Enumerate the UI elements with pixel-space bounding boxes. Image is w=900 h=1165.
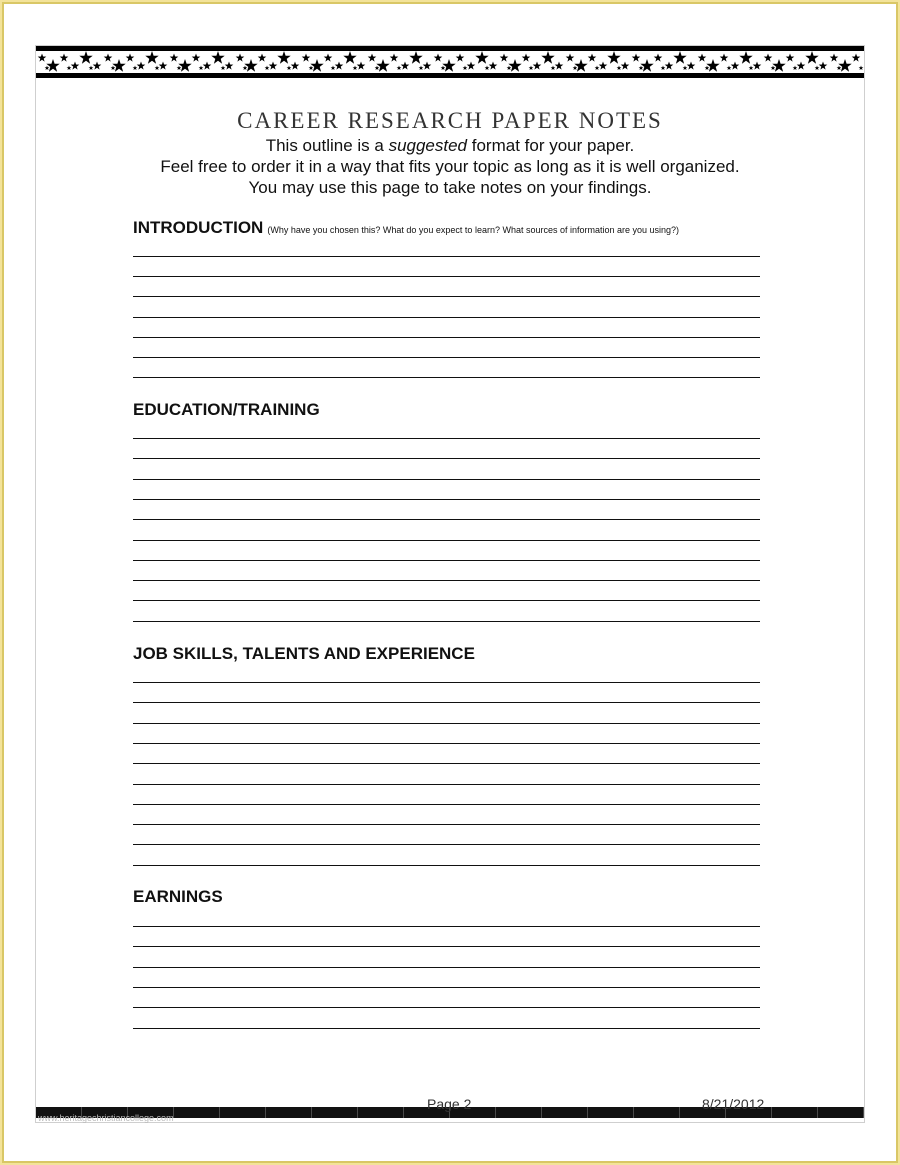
writing-line <box>133 337 760 338</box>
star-icon <box>133 66 138 71</box>
star-icon <box>258 54 267 62</box>
star-icon <box>60 54 69 62</box>
star-icon <box>287 66 292 71</box>
star-icon <box>805 51 818 64</box>
intro-line-1-post: format for your paper. <box>467 136 635 155</box>
star-icon <box>859 66 864 71</box>
star-icon <box>485 66 490 71</box>
star-icon <box>607 51 620 64</box>
intro-line-3: You may use this page to take notes on your findings. <box>248 178 652 197</box>
footer-url: www.heritagechristiancollege.com <box>38 1113 174 1123</box>
star-icon <box>683 66 688 71</box>
writing-line <box>133 967 760 968</box>
star-icon <box>467 62 476 70</box>
star-icon <box>566 54 575 62</box>
writing-line <box>133 357 760 358</box>
writing-line <box>133 458 760 459</box>
star-icon <box>837 66 842 71</box>
star-icon <box>45 66 50 71</box>
star-icon <box>555 62 564 70</box>
writing-line <box>133 865 760 866</box>
footer-cell <box>358 1107 404 1118</box>
star-icon <box>309 66 314 71</box>
star-icon <box>111 66 116 71</box>
writing-line <box>133 946 760 947</box>
writing-line <box>133 844 760 845</box>
star-icon <box>727 66 732 71</box>
footer-cell <box>496 1107 542 1118</box>
footer-cell <box>266 1107 312 1118</box>
footer-cell <box>818 1107 864 1118</box>
writing-line <box>133 763 760 764</box>
writing-line <box>133 438 760 439</box>
writing-line <box>133 702 760 703</box>
writing-line <box>133 499 760 500</box>
star-icon <box>698 54 707 62</box>
intro-line-1-pre: This outline is a <box>265 136 389 155</box>
star-icon <box>830 54 839 62</box>
star-icon <box>401 62 410 70</box>
star-icon <box>673 51 686 64</box>
writing-line <box>133 804 760 805</box>
star-icon <box>104 54 113 62</box>
star-icon <box>137 62 146 70</box>
star-icon <box>423 62 432 70</box>
section-heading-earnings: EARNINGS <box>133 887 223 906</box>
star-icon <box>236 54 245 62</box>
section-heading-label: INTRODUCTION <box>133 218 264 237</box>
section-heading-education: EDUCATION/TRAINING <box>133 400 320 419</box>
star-icon <box>324 54 333 62</box>
star-icon <box>145 51 158 64</box>
star-icon <box>617 66 622 71</box>
star-icon <box>38 54 47 62</box>
star-icon <box>507 66 512 71</box>
star-border-decoration <box>36 46 864 78</box>
star-icon <box>753 62 762 70</box>
writing-line <box>133 682 760 683</box>
footer-cell <box>772 1107 818 1118</box>
writing-line <box>133 784 760 785</box>
star-icon <box>764 54 773 62</box>
footer-date: 8/21/2012 <box>702 1096 765 1112</box>
footer-cell <box>634 1107 680 1118</box>
star-icon <box>793 66 798 71</box>
writing-line <box>133 600 760 601</box>
footer-cell <box>174 1107 220 1118</box>
star-icon <box>368 54 377 62</box>
star-icon <box>269 62 278 70</box>
star-icon <box>343 51 356 64</box>
star-icon <box>155 66 160 71</box>
intro-line-1 <box>0 136 900 156</box>
star-icon <box>397 66 402 71</box>
star-icon <box>661 66 666 71</box>
writing-line <box>133 1028 760 1029</box>
star-icon <box>541 51 554 64</box>
star-icon <box>573 66 578 71</box>
writing-line <box>133 377 760 378</box>
writing-line <box>133 824 760 825</box>
footer-page-number: Page 2 <box>427 1096 472 1112</box>
writing-line <box>133 1007 760 1008</box>
star-icon <box>522 54 531 62</box>
star-icon <box>357 62 366 70</box>
star-icon <box>456 54 465 62</box>
star-icon <box>786 54 795 62</box>
star-icon <box>67 66 72 71</box>
star-icon <box>687 62 696 70</box>
star-icon <box>819 62 828 70</box>
star-icon <box>71 62 80 70</box>
footer-cell <box>588 1107 634 1118</box>
writing-line <box>133 519 760 520</box>
star-icon <box>265 66 270 71</box>
section-heading-job-skills: JOB SKILLS, TALENTS AND EXPERIENCE <box>133 644 475 663</box>
star-icon <box>409 51 422 64</box>
star-icon <box>632 54 641 62</box>
star-icon <box>475 51 488 64</box>
section-note: (Why have you chosen this? What do you expect to learn? What sources of information are you using?) <box>267 225 680 235</box>
star-icon <box>639 66 644 71</box>
star-icon <box>353 66 358 71</box>
writing-line <box>133 560 760 561</box>
star-icon <box>192 54 201 62</box>
star-icon <box>225 62 234 70</box>
star-icon <box>595 66 600 71</box>
star-icon <box>89 66 94 71</box>
star-icon <box>177 66 182 71</box>
star-icon <box>588 54 597 62</box>
star-icon <box>599 62 608 70</box>
star-icon <box>771 66 776 71</box>
intro-line-1-emphasis: suggested <box>388 136 468 155</box>
star-icon <box>331 66 336 71</box>
writing-line <box>133 479 760 480</box>
star-icon <box>463 66 468 71</box>
writing-line <box>133 540 760 541</box>
star-icon <box>335 62 344 70</box>
star-icon <box>159 62 168 70</box>
star-icon <box>441 66 446 71</box>
star-icon <box>815 66 820 71</box>
footer-cell <box>312 1107 358 1118</box>
writing-line <box>133 256 760 257</box>
star-icon <box>731 62 740 70</box>
star-icon <box>852 54 861 62</box>
footer-cell <box>542 1107 588 1118</box>
star-icon <box>720 54 729 62</box>
star-icon <box>489 62 498 70</box>
writing-line <box>133 580 760 581</box>
footer-cell <box>220 1107 266 1118</box>
star-icon <box>126 54 135 62</box>
star-icon <box>93 62 102 70</box>
star-icon <box>291 62 300 70</box>
star-icon <box>203 62 212 70</box>
star-icon <box>211 51 224 64</box>
star-icon <box>170 54 179 62</box>
star-icon <box>419 66 424 71</box>
star-icon <box>621 62 630 70</box>
star-icon <box>199 66 204 71</box>
writing-line <box>133 723 760 724</box>
writing-line <box>133 276 760 277</box>
star-icon <box>749 66 754 71</box>
document-page <box>35 45 865 1123</box>
star-icon <box>665 62 674 70</box>
writing-line <box>133 296 760 297</box>
star-icon <box>277 51 290 64</box>
writing-line <box>133 317 760 318</box>
star-icon <box>705 66 710 71</box>
star-icon <box>797 62 806 70</box>
star-icon <box>739 51 752 64</box>
star-icon <box>500 54 509 62</box>
star-icon <box>654 54 663 62</box>
star-icon <box>79 51 92 64</box>
star-icon <box>533 62 542 70</box>
star-icon <box>551 66 556 71</box>
intro-line-2: Feel free to order it in a way that fits your topic as long as it is well organized. <box>160 157 740 176</box>
section-heading-introduction <box>133 218 679 238</box>
star-icon <box>434 54 443 62</box>
star-icon <box>302 54 311 62</box>
star-icon <box>221 66 226 71</box>
star-icon <box>390 54 399 62</box>
document-title: CAREER RESEARCH PAPER NOTES <box>237 108 663 133</box>
writing-line <box>133 743 760 744</box>
star-icon <box>375 66 380 71</box>
writing-line <box>133 621 760 622</box>
writing-line <box>133 926 760 927</box>
star-icon <box>243 66 248 71</box>
star-icon <box>529 66 534 71</box>
writing-line <box>133 987 760 988</box>
